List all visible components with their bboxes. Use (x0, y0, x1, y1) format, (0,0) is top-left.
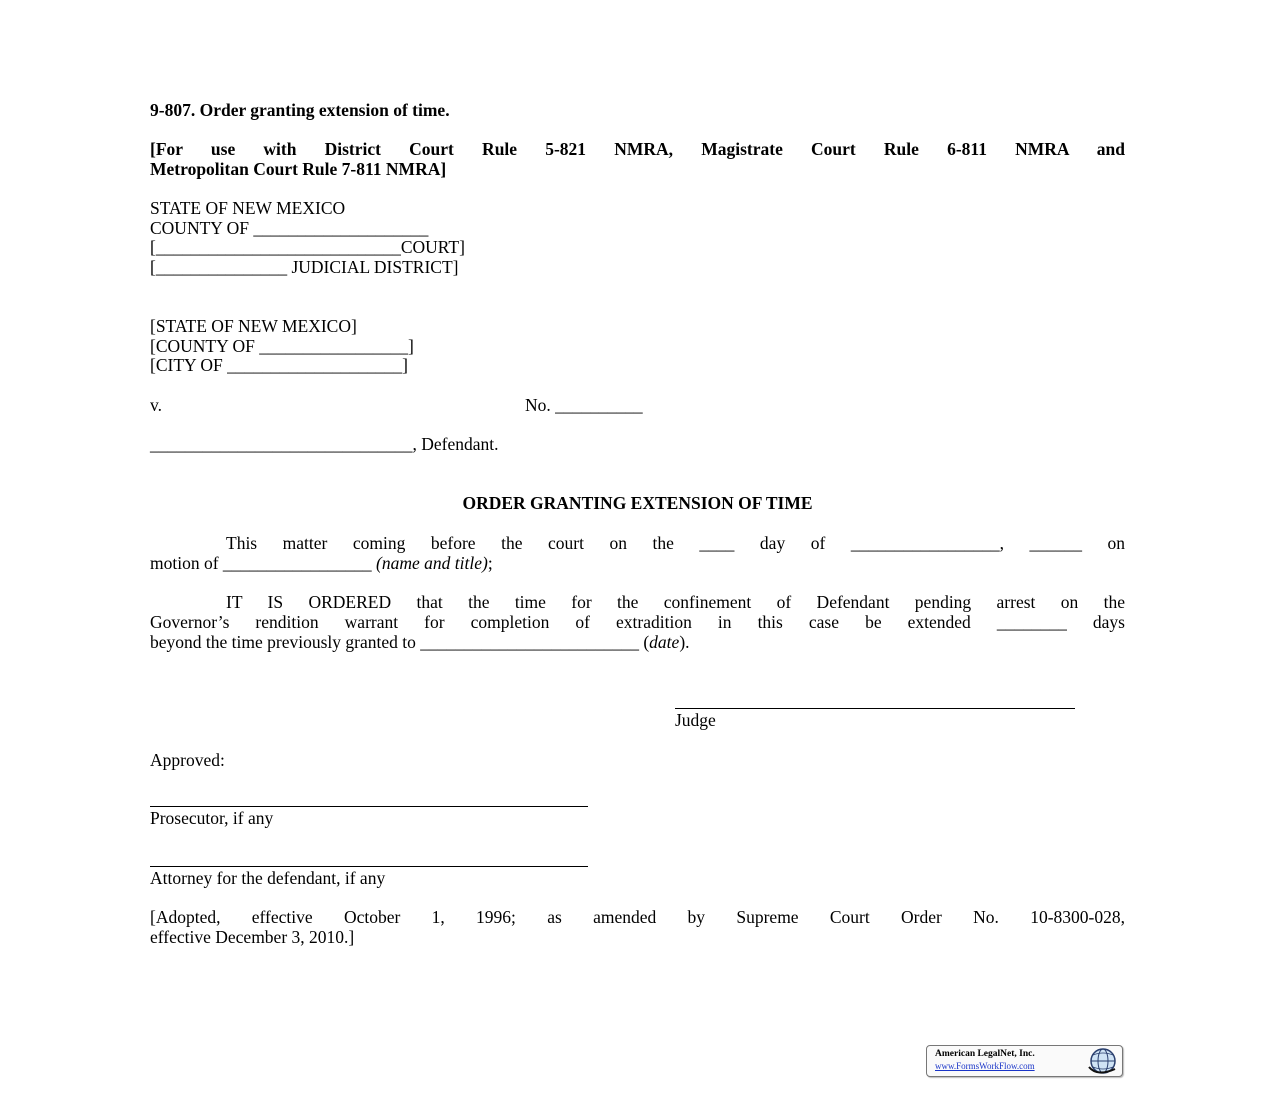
party-caption-county: [COUNTY OF _________________] (150, 336, 414, 356)
rule-title: 9-807. Order granting extension of time. (150, 100, 450, 120)
american-legalnet-logo[interactable] (926, 1045, 1123, 1077)
globe-icon (1087, 1047, 1119, 1075)
usage-note (150, 139, 1125, 179)
history-note (150, 907, 1125, 947)
logo-website-link[interactable]: www.FormsWorkFlow.com (935, 1061, 1035, 1071)
paragraph-hearing-line-2: motion of _________________ (name and title); (150, 553, 493, 573)
paragraph-order-line-3: beyond the time previously granted to _________________________ (date). (150, 632, 690, 652)
logo-company-name: American LegalNet, Inc. (935, 1049, 1035, 1059)
paragraph-order (150, 592, 1125, 652)
usage-note-line-2: Metropolitan Court Rule 7-811 NMRA] (150, 159, 447, 179)
case-number-field: No. __________ (525, 395, 643, 415)
party-caption-city: [CITY OF ____________________] (150, 355, 408, 375)
attorney-signature-line (150, 866, 588, 867)
defendant-line: ______________________________, Defendant. (150, 434, 499, 454)
prosecutor-label: Prosecutor, if any (150, 808, 274, 828)
usage-note-line-1: [For use with District Court Rule 5-821 NMRA, Magistrate Court Rule 6-811 NMRA and (150, 139, 1125, 159)
attorney-label: Attorney for the defendant, if any (150, 868, 386, 888)
paragraph-order-line-1: IT IS ORDERED that the time for the confinement of Defendant pending arrest on the (226, 592, 1125, 612)
history-note-line-1: [Adopted, effective October 1, 1996; as amended by Supreme Court Order No. 10-8300-028, (150, 907, 1125, 927)
judge-label: Judge (675, 710, 716, 730)
paragraph-hearing-line-1: This matter coming before the court on the ____ day of _________________, ______ on (226, 533, 1125, 553)
judge-signature-line (675, 708, 1075, 709)
court-caption-county: COUNTY OF ____________________ (150, 218, 429, 238)
paragraph-hearing (150, 533, 1125, 573)
prosecutor-signature-line (150, 806, 588, 807)
court-caption-district: [_______________ JUDICIAL DISTRICT] (150, 257, 459, 277)
paragraph-order-line-2: Governor’s rendition warrant for completion of extradition in this case be extended ________ days (150, 612, 1125, 632)
approved-label: Approved: (150, 750, 225, 770)
court-caption-court: [____________________________COURT] (150, 237, 465, 257)
history-note-line-2: effective December 3, 2010.] (150, 927, 355, 947)
order-title: ORDER GRANTING EXTENSION OF TIME (462, 493, 813, 513)
party-caption-state: [STATE OF NEW MEXICO] (150, 316, 357, 336)
versus-label: v. (150, 395, 162, 415)
court-caption-state: STATE OF NEW MEXICO (150, 198, 346, 218)
